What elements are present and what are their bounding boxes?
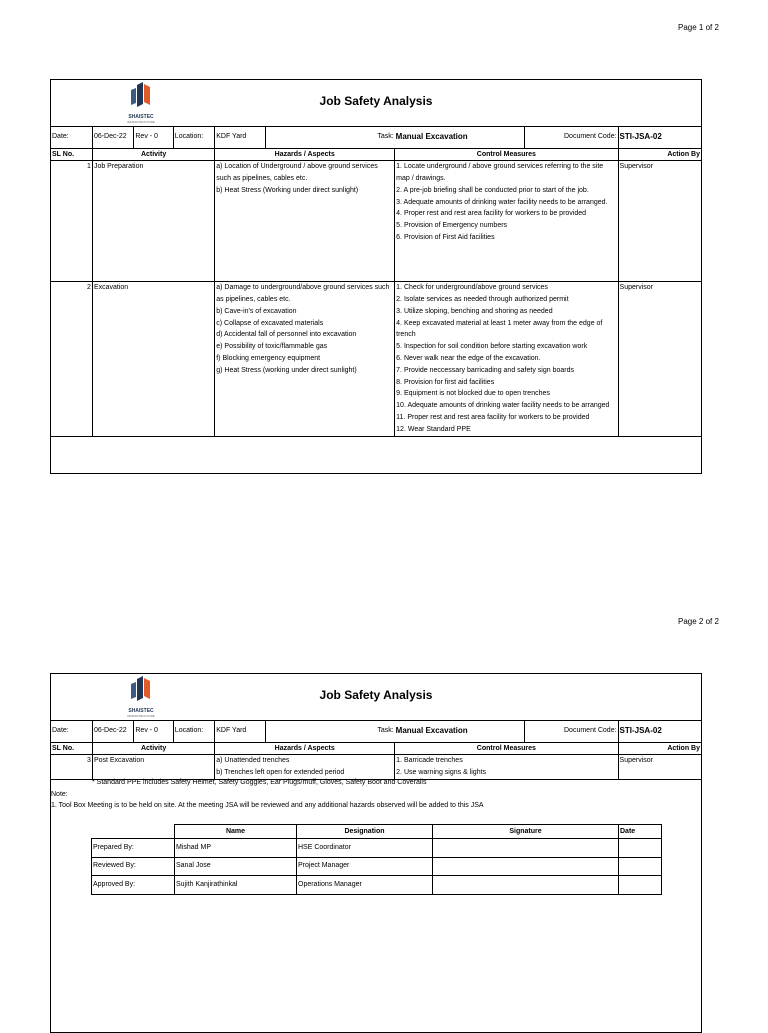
table-row <box>92 839 662 858</box>
task-value: Manual Excavation <box>395 127 524 148</box>
control-item: 4. Keep excavated material at least 1 meter away from the edge of trench <box>396 319 603 339</box>
control-item: 6. Never walk near the edge of the excavation. <box>396 355 541 363</box>
row-activity: Job Preparation <box>92 161 214 282</box>
signoff-name: Mishad MP <box>175 839 297 858</box>
hazard-item: b) Trenches left open for extended period <box>216 769 345 777</box>
control-item: 8. Provision for first aid facilities <box>396 378 495 386</box>
col-sl-no: SL No. <box>51 742 92 755</box>
date-value: 06-Dec-22 <box>92 127 133 148</box>
sheet-title: Job Safety Analysis <box>319 688 433 702</box>
col-control-measures: Control Measures <box>395 742 618 755</box>
control-item: 1. Locate underground / above ground services referring to the site map / drawings. <box>396 163 604 183</box>
location-label: Location: <box>173 127 214 148</box>
signoff-corner <box>92 825 175 839</box>
logo-name: SHAISTEC <box>128 708 154 714</box>
signoff-role: Reviewed By: <box>92 857 175 876</box>
control-item: 2. A pre-job briefing shall be conducted prior to start of the job. <box>396 186 589 194</box>
hazard-item: b) Heat Stress (Working under direct sunlight) <box>216 186 359 194</box>
control-item: 11. Proper rest and rest area facility for workers to be provided <box>396 414 590 422</box>
document-code-value: STI-JSA-02 <box>618 127 701 148</box>
control-item: 12. Wear Standard PPE <box>396 425 471 433</box>
signature-field[interactable] <box>433 857 619 876</box>
control-item: 1. Check for underground/above ground services <box>396 284 548 292</box>
col-control-measures: Control Measures <box>395 148 618 161</box>
control-item: 9. Equipment is not blocked due to open trenches <box>396 390 550 398</box>
date-value: 06-Dec-22 <box>92 721 133 742</box>
signature-field[interactable] <box>433 876 619 895</box>
col-hazards: Hazards / Aspects <box>215 148 395 161</box>
control-item: 10. Adequate amounts of drinking water facility needs to be arranged <box>396 402 610 410</box>
date-field[interactable] <box>619 857 662 876</box>
row-activity: Excavation <box>92 282 214 436</box>
page-number: Page 2 of 2 <box>678 617 719 626</box>
row-hazards <box>215 755 395 780</box>
table-row <box>51 755 701 780</box>
control-item: 3. Adequate amounts of drinking water facility needs to be arranged. <box>396 198 608 206</box>
hazard-item: a) Location of Underground / above ground services such as pipelines, cables etc. <box>216 163 378 183</box>
jsa-table <box>51 127 701 437</box>
page-number: Page 1 of 2 <box>678 23 719 32</box>
hazard-item: f) Blocking emergency equipment <box>216 355 321 363</box>
control-item: 3. Utilize sloping, benching and shoring as needed <box>396 307 553 315</box>
hazard-item: e) Possibility of toxic/flammable gas <box>216 343 328 351</box>
col-hazards: Hazards / Aspects <box>215 742 395 755</box>
control-item: 1. Barricade trenches <box>396 757 463 765</box>
jsa-sheet-page-1 <box>50 79 702 474</box>
location-label: Location: <box>173 721 214 742</box>
table-row <box>51 161 701 282</box>
task-label: Task: <box>265 721 394 742</box>
signoff-table <box>91 824 661 895</box>
row-action-by: Supervisor <box>618 755 701 780</box>
signoff-designation: Project Manager <box>297 857 433 876</box>
signoff-name: Sujith Kanjirathinkal <box>175 876 297 895</box>
control-item: 4. Proper rest and rest area facility for workers to be provided <box>396 210 587 218</box>
hazard-item: b) Cave-in's of excavation <box>216 307 297 315</box>
control-item: 2. Use warning signs & lights <box>396 769 487 777</box>
signoff-col-date: Date <box>619 825 662 839</box>
col-activity: Activity <box>92 742 214 755</box>
signoff-designation: HSE Coordinator <box>297 839 433 858</box>
control-item: 7. Provide neccessary barricading and safety sign boards <box>396 366 574 374</box>
hazard-item: c) Collapse of excavated materials <box>216 319 324 327</box>
signoff-col-designation: Designation <box>297 825 433 839</box>
table-row <box>51 282 701 436</box>
signoff-col-signature: Signature <box>433 825 619 839</box>
col-action-by: Action By <box>618 742 701 755</box>
col-sl-no: SL No. <box>51 148 92 161</box>
task-label: Task: <box>265 127 394 148</box>
signoff-designation: Operations Manager <box>297 876 433 895</box>
hazard-item: g) Heat Stress (working under direct sunlight) <box>216 366 357 374</box>
revision: Rev - 0 <box>134 127 173 148</box>
document-code-label: Document Code: <box>524 721 618 742</box>
control-item: 5. Provision of Emergency numbers <box>396 222 508 230</box>
row-action-by: Supervisor <box>618 282 701 436</box>
date-field[interactable] <box>619 839 662 858</box>
note-label: Note: <box>51 791 68 798</box>
row-hazards <box>215 282 395 436</box>
row-hazards <box>215 161 395 282</box>
task-value: Manual Excavation <box>395 721 524 742</box>
logo-tagline: INFRASTRUCTURE <box>127 714 155 718</box>
document-code-value: STI-JSA-02 <box>618 721 701 742</box>
date-label: Date: <box>51 127 92 148</box>
date-label: Date: <box>51 721 92 742</box>
control-item: 2. Isolate services as needed through authorized permit <box>396 296 569 304</box>
sheet-header <box>51 80 701 127</box>
row-action-by: Supervisor <box>618 161 701 282</box>
signoff-col-name: Name <box>175 825 297 839</box>
row-controls <box>395 755 618 780</box>
hazard-item: a) Unattended trenches <box>216 757 290 765</box>
row-controls <box>395 161 618 282</box>
control-item: 5. Inspection for soil condition before starting excavation work <box>396 343 588 351</box>
row-sl: 2 <box>51 282 92 436</box>
control-item: 6. Provision of First Aid facilities <box>396 234 495 242</box>
ppe-note: * Standard PPE includes Safety Helmet, Safety Goggles, Ear Plugs/muff, Gloves, Safety Boot and Coveralls <box>92 779 427 786</box>
row-activity: Post Excavation <box>92 755 214 780</box>
logo-tagline: INFRASTRUCTURE <box>127 120 155 124</box>
row-sl: 3 <box>51 755 92 780</box>
jsa-table <box>51 721 701 780</box>
note-item: 1. Tool Box Meeting is to be held on site. At the meeting JSA will be reviewed and any additional hazards observed will be added to this JSA <box>51 802 484 809</box>
sheet-title: Job Safety Analysis <box>319 94 433 108</box>
date-field[interactable] <box>619 876 662 895</box>
sheet-header <box>51 674 701 721</box>
hazard-item: a) Damage to underground/above ground services such as pipelines, cables etc. <box>216 284 390 304</box>
signoff-name: Sanal Jose <box>175 857 297 876</box>
table-row <box>92 857 662 876</box>
col-activity: Activity <box>92 148 214 161</box>
logo-name: SHAISTEC <box>128 114 154 120</box>
hazard-item: d) Accidental fall of personnel into excavation <box>216 331 357 339</box>
table-row <box>92 876 662 895</box>
signature-field[interactable] <box>433 839 619 858</box>
location-value: KDF Yard <box>215 127 266 148</box>
signoff-role: Approved By: <box>92 876 175 895</box>
location-value: KDF Yard <box>215 721 266 742</box>
col-action-by: Action By <box>618 148 701 161</box>
row-sl: 1 <box>51 161 92 282</box>
revision: Rev - 0 <box>134 721 173 742</box>
document-code-label: Document Code: <box>524 127 618 148</box>
signoff-role: Prepared By: <box>92 839 175 858</box>
row-controls <box>395 282 618 436</box>
